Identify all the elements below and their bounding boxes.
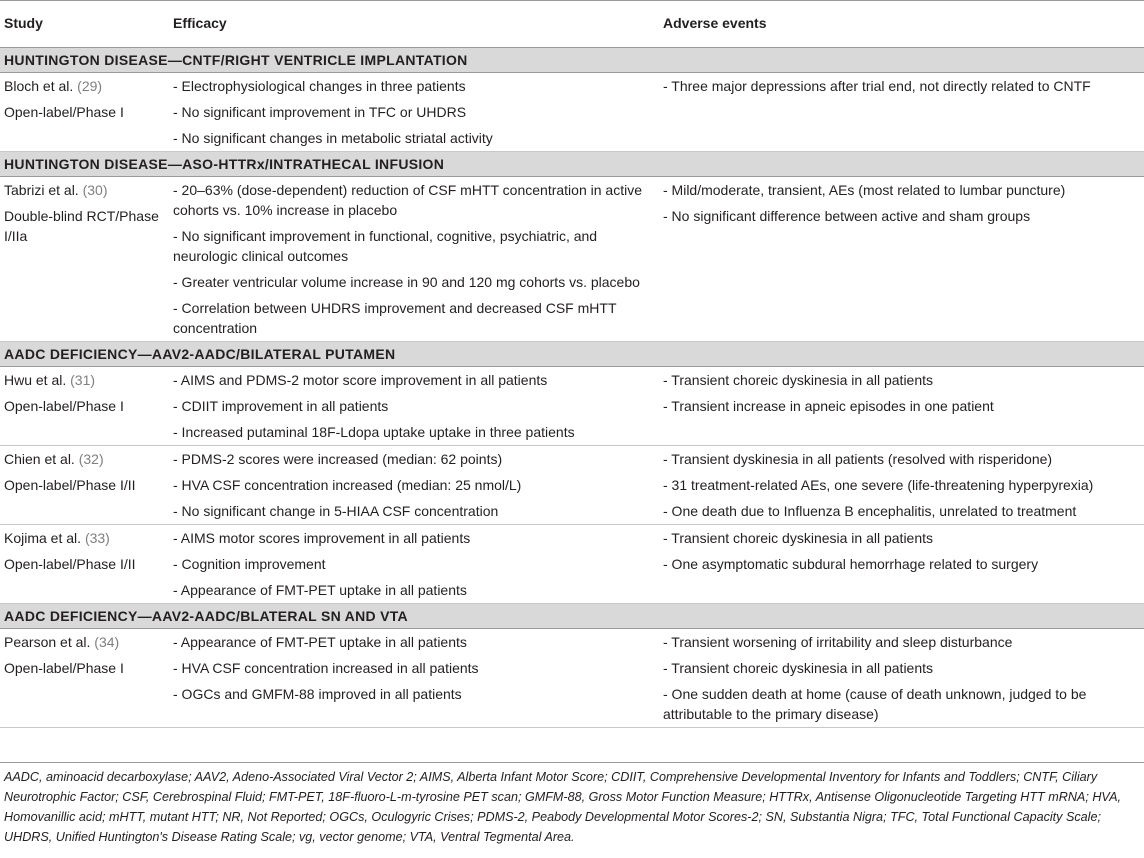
efficacy-cell <box>169 446 659 525</box>
footnote-divider <box>0 762 1144 763</box>
efficacy-item: - Greater ventricular volume increase in 90 and 120 mg cohorts vs. placebo <box>173 274 640 290</box>
study-citation <box>4 367 165 393</box>
efficacy-cell <box>169 367 659 446</box>
efficacy-cell <box>169 177 659 342</box>
table-row <box>0 525 1144 604</box>
adverse-events-cell <box>659 73 1144 152</box>
table-footnote: AADC, aminoacid decarboxylase; AAV2, Adeno-Associated Viral Vector 2; AIMS, Alberta Infant Motor Score; CDIIT, Comprehensive Developmental Inventory for Infants and Toddlers; CNTF, Ciliary Neurotrophic Factor; CSF, Cerebrospinal Fluid; FMT-PET, 18F-fluoro-L-m-tyrosine PET scan; GMFM-88, Gross Motor Function Measure; HTTRx, Antisense Oligonucleotide Targeting HTT mRNA; HVA, Homovanillic acid; mHTT, mutant HTT; NR, Not Reported; OGCs, Oculogyric Crises; PDMS-2, Peabody Developmental Motor Scores-2; SN, Substantia Nigra; TFC, Total Functional Capacity Scale; UHDRS, Unified Huntington's Disease Rating Scale; vg, vector genome; VTA, Ventral Tegmental Area. <box>4 770 1122 844</box>
adverse-event-item: - 31 treatment-related AEs, one severe (life-threatening hyperpyrexia) <box>663 477 1094 493</box>
adverse-events-cell <box>659 177 1144 342</box>
study-citation <box>4 629 165 655</box>
adverse-event-item: - Transient choreic dyskinesia in all patients <box>663 372 934 388</box>
study-design: Open-label/Phase I/II <box>4 477 136 493</box>
efficacy-item: - PDMS-2 scores were increased (median: 62 points) <box>173 451 503 467</box>
efficacy-item: - No significant improvement in TFC or UHDRS <box>173 104 467 120</box>
adverse-event-item: - Transient choreic dyskinesia in all patients <box>663 530 934 546</box>
header-adverse-events: Adverse events <box>659 1 1144 48</box>
study-cell <box>0 525 169 604</box>
table-row <box>0 446 1144 525</box>
section-row <box>0 48 1144 73</box>
study-author: Chien et al. <box>4 451 75 467</box>
study-cell <box>0 73 169 152</box>
efficacy-item: - No significant change in 5-HIAA CSF concentration <box>173 503 499 519</box>
efficacy-item: - No significant changes in metabolic striatal activity <box>173 130 493 146</box>
efficacy-item: - HVA CSF concentration increased in all patients <box>173 660 479 676</box>
table-row <box>0 367 1144 446</box>
study-design: Open-label/Phase I <box>4 660 124 676</box>
study-cell <box>0 446 169 525</box>
reference-link[interactable]: (32) <box>78 451 104 467</box>
reference-link[interactable]: (31) <box>70 372 96 388</box>
reference-link[interactable]: (29) <box>77 78 103 94</box>
efficacy-item: - 20–63% (dose-dependent) reduction of CSF mHTT concentration in active cohorts vs. 10% increase in placebo <box>173 182 642 218</box>
study-cell <box>0 367 169 446</box>
efficacy-item: - Electrophysiological changes in three patients <box>173 78 466 94</box>
table-row <box>0 629 1144 728</box>
section-title: AADC DEFICIENCY—AAV2-AADC/BLATERAL SN AND VTA <box>0 604 1144 629</box>
section-row <box>0 152 1144 177</box>
study-cell <box>0 629 169 728</box>
reference-link[interactable]: (33) <box>84 530 110 546</box>
study-author: Bloch et al. <box>4 78 74 94</box>
section-row <box>0 604 1144 629</box>
efficacy-item: - Correlation between UHDRS improvement and decreased CSF mHTT concentration <box>173 300 617 336</box>
adverse-event-item: - Transient increase in apneic episodes in one patient <box>663 398 994 414</box>
section-title: HUNTINGTON DISEASE—CNTF/RIGHT VENTRICLE IMPLANTATION <box>0 48 1144 73</box>
adverse-event-item: - Mild/moderate, transient, AEs (most related to lumbar puncture) <box>663 182 1066 198</box>
study-author: Kojima et al. <box>4 530 82 546</box>
reference-link[interactable]: (34) <box>94 634 120 650</box>
adverse-events-cell <box>659 525 1144 604</box>
study-author: Tabrizi et al. <box>4 182 79 198</box>
efficacy-item: - Cognition improvement <box>173 556 326 572</box>
efficacy-item: - CDIIT improvement in all patients <box>173 398 389 414</box>
adverse-event-item: - Transient choreic dyskinesia in all patients <box>663 660 934 676</box>
study-design: Open-label/Phase I <box>4 104 124 120</box>
efficacy-cell <box>169 525 659 604</box>
adverse-event-item: - One asymptomatic subdural hemorrhage related to surgery <box>663 556 1039 572</box>
efficacy-item: - HVA CSF concentration increased (median: 25 nmol/L) <box>173 477 522 493</box>
study-citation <box>4 177 165 203</box>
efficacy-item: - AIMS and PDMS-2 motor score improvement in all patients <box>173 372 548 388</box>
section-title: HUNTINGTON DISEASE—ASO-HTTRx/INTRATHECAL INFUSION <box>0 152 1144 177</box>
study-design: Double-blind RCT/Phase I/IIa <box>4 208 159 244</box>
study-citation <box>4 73 165 99</box>
study-author: Pearson et al. <box>4 634 91 650</box>
study-design: Open-label/Phase I <box>4 398 124 414</box>
efficacy-item: - Increased putaminal 18F-Ldopa uptake uptake in three patients <box>173 424 575 440</box>
adverse-events-cell <box>659 446 1144 525</box>
adverse-event-item: - No significant difference between active and sham groups <box>663 208 1031 224</box>
adverse-events-cell <box>659 367 1144 446</box>
adverse-event-item: - Three major depressions after trial end, not directly related to CNTF <box>663 78 1091 94</box>
adverse-event-item: - One sudden death at home (cause of death unknown, judged to be attributable to the primary disease) <box>663 686 1087 722</box>
study-citation <box>4 525 165 551</box>
table-row <box>0 73 1144 152</box>
efficacy-cell <box>169 73 659 152</box>
adverse-events-cell <box>659 629 1144 728</box>
adverse-event-item: - Transient dyskinesia in all patients (resolved with risperidone) <box>663 451 1053 467</box>
efficacy-item: - AIMS motor scores improvement in all patients <box>173 530 471 546</box>
efficacy-item: - No significant improvement in functional, cognitive, psychiatric, and neurologic clinical outcomes <box>173 228 598 264</box>
adverse-event-item: - Transient worsening of irritability and sleep disturbance <box>663 634 1013 650</box>
header-efficacy: Efficacy <box>169 1 659 48</box>
study-citation <box>4 446 165 472</box>
reference-link[interactable]: (30) <box>82 182 108 198</box>
efficacy-item: - Appearance of FMT-PET uptake in all patients <box>173 582 467 598</box>
table-row <box>0 177 1144 342</box>
header-study: Study <box>0 1 169 48</box>
study-design: Open-label/Phase I/II <box>4 556 136 572</box>
header-row <box>0 1 1144 48</box>
study-author: Hwu et al. <box>4 372 67 388</box>
table-body <box>0 48 1144 728</box>
efficacy-cell <box>169 629 659 728</box>
efficacy-item: - OGCs and GMFM-88 improved in all patients <box>173 686 462 702</box>
section-title: AADC DEFICIENCY—AAV2-AADC/BILATERAL PUTAMEN <box>0 342 1144 367</box>
study-cell <box>0 177 169 342</box>
adverse-event-item: - One death due to Influenza B encephalitis, unrelated to treatment <box>663 503 1077 519</box>
efficacy-item: - Appearance of FMT-PET uptake in all patients <box>173 634 467 650</box>
section-row <box>0 342 1144 367</box>
